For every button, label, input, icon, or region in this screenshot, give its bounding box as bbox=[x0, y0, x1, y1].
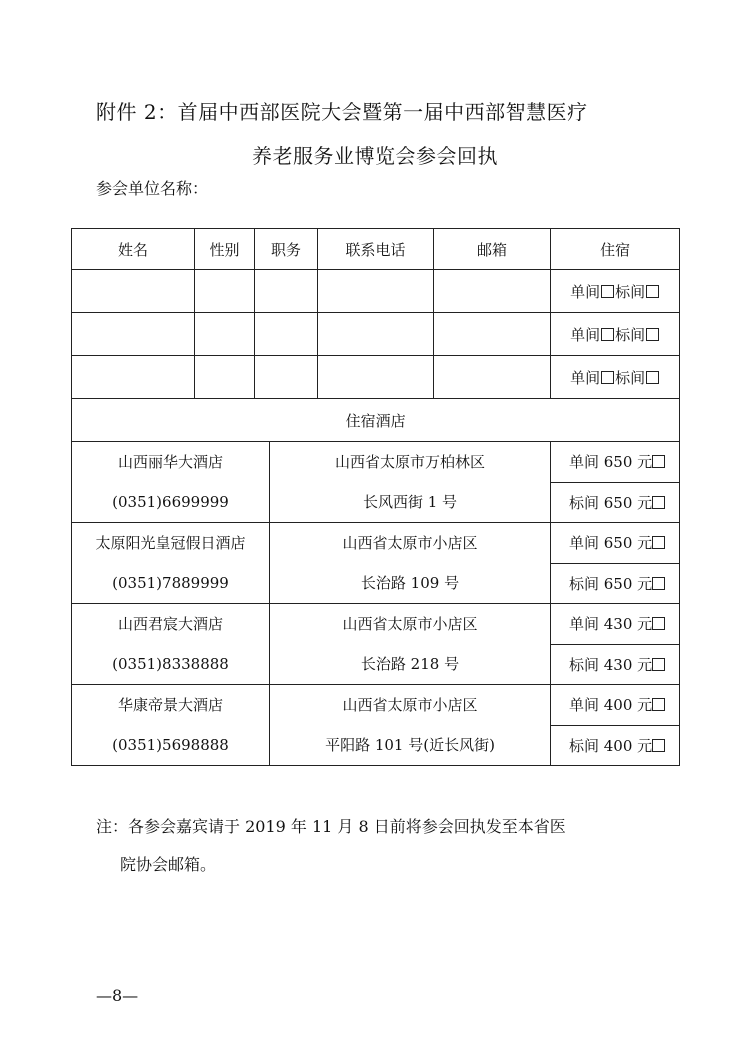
header-row bbox=[72, 229, 680, 270]
hotel-row bbox=[72, 442, 680, 483]
hotel-single-room-cell bbox=[551, 523, 680, 564]
attendee-position-cell[interactable] bbox=[255, 356, 318, 399]
attendee-name-cell[interactable] bbox=[72, 313, 195, 356]
header-gender: 性别 bbox=[195, 229, 255, 270]
attendee-name-cell[interactable] bbox=[72, 270, 195, 313]
double-room-checkbox[interactable] bbox=[652, 658, 665, 671]
note-line1: 注：各参会嘉宾请于 2019 年 11 月 8 日前将参会回执发至本省医 bbox=[96, 817, 566, 836]
hotel-row bbox=[72, 685, 680, 726]
attendee-phone-cell[interactable] bbox=[318, 313, 434, 356]
double-room-checkbox[interactable] bbox=[652, 577, 665, 590]
single-room-checkbox[interactable] bbox=[601, 328, 614, 341]
header-phone: 联系电话 bbox=[318, 229, 434, 270]
header-position: 职务 bbox=[255, 229, 318, 270]
single-room-price: 单间 430 元 bbox=[569, 615, 653, 634]
header-name: 姓名 bbox=[72, 229, 195, 270]
hotel-name: 太原阳光皇冠假日酒店 bbox=[95, 534, 246, 552]
room-single-label: 单间 bbox=[570, 368, 601, 387]
attendee-lodging-cell bbox=[551, 356, 680, 399]
hotel-single-room-cell bbox=[551, 685, 680, 726]
single-room-price: 单间 400 元 bbox=[569, 696, 653, 715]
document-title-line1: 附件 2：首届中西部医院大会暨第一届中西部智慧医疗 bbox=[96, 100, 588, 124]
double-room-price: 标间 400 元 bbox=[569, 736, 653, 755]
hotel-address-cell bbox=[270, 442, 551, 523]
attendee-position-cell[interactable] bbox=[255, 313, 318, 356]
note-line2: 院协会邮箱。 bbox=[120, 855, 217, 874]
attendee-row bbox=[72, 313, 680, 356]
hotel-info-cell bbox=[72, 523, 270, 604]
single-room-checkbox[interactable] bbox=[652, 455, 665, 468]
double-room-price: 标间 650 元 bbox=[569, 574, 653, 593]
hotel-info-cell bbox=[72, 604, 270, 685]
hotel-double-room-cell bbox=[551, 482, 680, 523]
attendee-phone-cell[interactable] bbox=[318, 270, 434, 313]
single-room-checkbox[interactable] bbox=[652, 536, 665, 549]
header-email: 邮箱 bbox=[434, 229, 551, 270]
hotel-address-line2: 长治路 109 号 bbox=[360, 574, 460, 592]
hotel-address-cell bbox=[270, 604, 551, 685]
attendee-lodging-cell bbox=[551, 313, 680, 356]
hotel-single-room-cell bbox=[551, 604, 680, 645]
hotel-address-line2: 长风西街 1 号 bbox=[362, 493, 458, 511]
hotel-phone: (0351)6699999 bbox=[112, 493, 229, 511]
room-double-label: 标间 bbox=[615, 282, 646, 301]
hotel-address-line1: 山西省太原市小店区 bbox=[342, 696, 478, 714]
hotel-section-label: 住宿酒店 bbox=[72, 399, 680, 442]
room-double-label: 标间 bbox=[615, 368, 646, 387]
attendee-name-cell[interactable] bbox=[72, 356, 195, 399]
unit-name-label: 参会单位名称： bbox=[96, 179, 209, 198]
attendee-lodging-cell bbox=[551, 270, 680, 313]
hotel-double-room-cell bbox=[551, 644, 680, 685]
double-room-checkbox[interactable] bbox=[652, 496, 665, 509]
hotel-name: 山西君宸大酒店 bbox=[117, 615, 223, 633]
room-single-label: 单间 bbox=[570, 282, 601, 301]
hotel-address-line2: 长治路 218 号 bbox=[360, 655, 460, 673]
double-room-price: 标间 430 元 bbox=[569, 655, 653, 674]
hotel-address-line1: 山西省太原市小店区 bbox=[342, 534, 478, 552]
hotel-double-room-cell bbox=[551, 725, 680, 766]
double-room-checkbox[interactable] bbox=[646, 285, 659, 298]
hotel-address-cell bbox=[270, 685, 551, 766]
hotel-section-row bbox=[72, 399, 680, 442]
double-room-checkbox[interactable] bbox=[646, 328, 659, 341]
single-room-price: 单间 650 元 bbox=[569, 453, 653, 472]
attendee-row bbox=[72, 270, 680, 313]
hotel-double-room-cell bbox=[551, 563, 680, 604]
double-room-price: 标间 650 元 bbox=[569, 493, 653, 512]
attendee-email-cell[interactable] bbox=[434, 356, 551, 399]
single-room-checkbox[interactable] bbox=[601, 285, 614, 298]
hotel-address-line1: 山西省太原市小店区 bbox=[342, 615, 478, 633]
hotel-phone: (0351)5698888 bbox=[112, 736, 229, 754]
hotel-address-cell bbox=[270, 523, 551, 604]
hotel-phone: (0351)7889999 bbox=[112, 574, 229, 592]
hotel-info-cell bbox=[72, 685, 270, 766]
single-room-price: 单间 650 元 bbox=[569, 534, 653, 553]
double-room-checkbox[interactable] bbox=[652, 739, 665, 752]
room-double-label: 标间 bbox=[615, 325, 646, 344]
document-title-line2: 养老服务业博览会参会回执 bbox=[252, 144, 498, 168]
attendee-position-cell[interactable] bbox=[255, 270, 318, 313]
attendee-gender-cell[interactable] bbox=[195, 313, 255, 356]
hotel-name: 华康帝景大酒店 bbox=[117, 696, 223, 714]
hotel-info-cell bbox=[72, 442, 270, 523]
hotel-address-line1: 山西省太原市万柏林区 bbox=[334, 453, 485, 471]
single-room-checkbox[interactable] bbox=[601, 371, 614, 384]
hotel-row bbox=[72, 604, 680, 645]
attendee-email-cell[interactable] bbox=[434, 313, 551, 356]
hotel-phone: (0351)8338888 bbox=[112, 655, 229, 673]
attendee-email-cell[interactable] bbox=[434, 270, 551, 313]
registration-table bbox=[71, 228, 680, 766]
hotel-single-room-cell bbox=[551, 442, 680, 483]
double-room-checkbox[interactable] bbox=[646, 371, 659, 384]
attendee-gender-cell[interactable] bbox=[195, 356, 255, 399]
hotel-name: 山西丽华大酒店 bbox=[117, 453, 223, 471]
room-single-label: 单间 bbox=[570, 325, 601, 344]
single-room-checkbox[interactable] bbox=[652, 698, 665, 711]
attendee-phone-cell[interactable] bbox=[318, 356, 434, 399]
hotel-row bbox=[72, 523, 680, 564]
header-lodging: 住宿 bbox=[551, 229, 680, 270]
page-number: —8— bbox=[96, 986, 139, 1005]
attendee-gender-cell[interactable] bbox=[195, 270, 255, 313]
single-room-checkbox[interactable] bbox=[652, 617, 665, 630]
hotel-address-line2: 平阳路 101 号(近长风街) bbox=[325, 736, 495, 754]
attendee-row bbox=[72, 356, 680, 399]
